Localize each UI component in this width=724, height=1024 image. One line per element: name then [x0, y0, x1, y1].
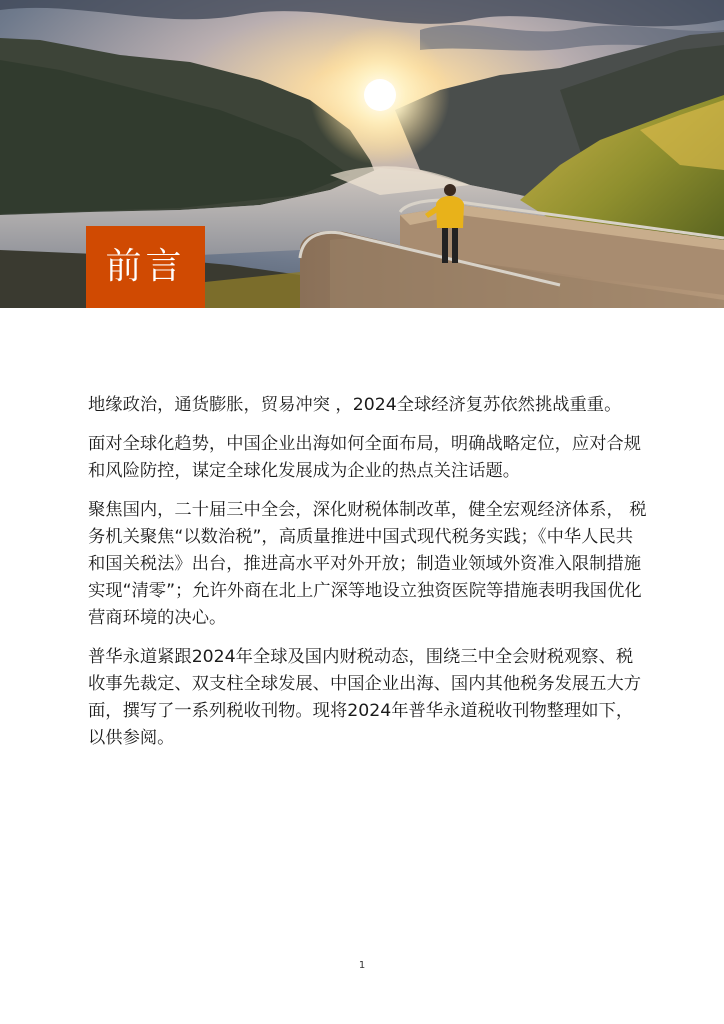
- page-number: 1: [358, 960, 366, 971]
- section-title-block: [86, 226, 205, 308]
- preface-body: [88, 392, 648, 764]
- paragraph-4: 普华永道紧跟2024年全球及国内财税动态，围绕三中全会财税观察、税收事先裁定、双支柱全球发展、中国企业出海、国内其他税务发展五大方面，撰写了一系列税收刊物。现将2024年普华永道税收刊物整理如下，以供参阅。: [88, 647, 642, 748]
- section-title: 前言: [105, 246, 186, 287]
- paragraph-2: 面对全球化趋势，中国企业出海如何全面布局，明确战略定位，应对合规和风险防控，谋定全球化发展成为企业的热点关注话题。: [88, 434, 642, 481]
- paragraph-1: 地缘政治，通货膨胀，贸易冲突 ，2024全球经济复苏依然挑战重重。: [88, 395, 622, 415]
- hero-image: [0, 0, 724, 308]
- paragraph-3: 聚焦国内，二十届三中全会，深化财税体制改革，健全宏观经济体系， 税务机关聚焦“以数治税”，高质量推进中国式现代税务实践；《中华人民共和国关税法》出台，推进高水平对外开放；制造业领域外资准入限制措施实现“清零”；允许外商在北上广深等地设立独资医院等措施表明我国优化营商环境的决心。: [88, 500, 647, 628]
